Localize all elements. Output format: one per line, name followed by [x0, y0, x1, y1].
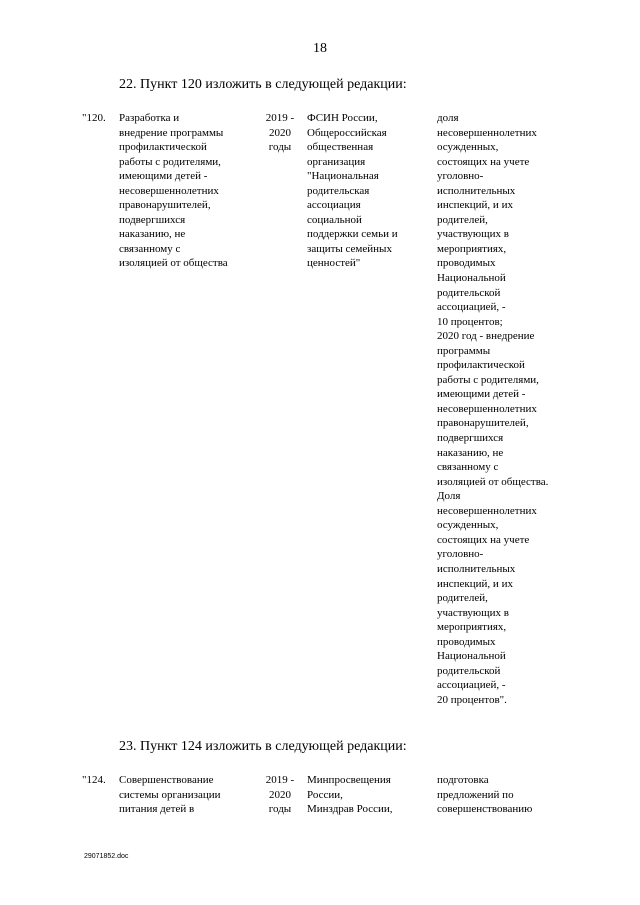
cell-line: ассоциацией, -: [437, 301, 506, 314]
cell-line: изоляцией от общества.: [437, 475, 549, 488]
cell-line: изоляцией от общества: [119, 257, 228, 270]
cell-line: инспекций, и их: [437, 577, 513, 590]
cell-line: наказанию, не: [119, 228, 186, 241]
cell-line: участвующих в: [437, 606, 509, 619]
cell-line: Разработка и: [119, 112, 180, 124]
row-124-indicator: [437, 773, 532, 817]
cell-line: профилактической: [437, 359, 525, 372]
cell-line: подвергшихся: [119, 213, 186, 226]
page-number: 18: [313, 41, 327, 56]
cell-line: питания детей в: [119, 803, 195, 816]
cell-line: уголовно-: [437, 170, 484, 183]
cell-line: работы с родителями,: [119, 155, 221, 168]
cell-line: годы: [268, 141, 292, 154]
cell-line: несовершеннолетних: [437, 504, 537, 517]
cell-line: мероприятиях,: [437, 242, 507, 255]
cell-line: организация: [307, 155, 366, 168]
cell-line: исполнительных: [437, 184, 516, 197]
cell-line: подготовка: [437, 774, 489, 786]
cell-line: участвующих в: [437, 228, 509, 241]
cell-line: уголовно-: [437, 548, 484, 561]
cell-line: имеющими детей -: [437, 388, 526, 401]
cell-line: родительская: [307, 184, 370, 197]
document-footer: 29071852.doc: [84, 853, 129, 860]
cell-line: мероприятиях,: [437, 621, 507, 634]
row-120-name: [119, 111, 228, 271]
cell-line: предложений по: [437, 788, 514, 801]
cell-line: инспекций, и их: [437, 199, 513, 212]
cell-line: осужденных,: [437, 141, 499, 154]
cell-line: 2020: [269, 126, 291, 139]
cell-line: состоящих на учете: [437, 533, 530, 546]
cell-line: Общероссийская: [307, 126, 387, 139]
cell-line: 2019 -: [265, 774, 295, 786]
cell-line: Национальной: [437, 272, 506, 285]
row-124-executors: [307, 773, 393, 817]
row-120-number: "120.: [82, 112, 106, 124]
cell-line: связанному с: [437, 461, 499, 474]
cell-line: родительской: [437, 664, 501, 677]
cell-line: Минздрав России,: [307, 803, 393, 816]
cell-line: несовершеннолетних: [119, 184, 219, 197]
cell-line: состоящих на учете: [437, 155, 530, 168]
row-120-term: [258, 111, 302, 155]
cell-line: совершенствованию: [437, 803, 533, 816]
cell-line: 2020 год - внедрение: [437, 330, 535, 343]
cell-line: проводимых: [437, 635, 496, 648]
cell-line: несовершеннолетних: [437, 126, 537, 139]
cell-line: правонарушителей,: [119, 199, 211, 212]
cell-line: Доля: [437, 490, 461, 503]
cell-line: 2019 -: [265, 112, 295, 124]
cell-line: Национальной: [437, 650, 506, 663]
cell-line: правонарушителей,: [437, 417, 529, 430]
cell-line: родительской: [437, 286, 501, 299]
cell-line: внедрение программы: [119, 126, 224, 139]
cell-line: родителей,: [437, 213, 488, 226]
row-120-indicator: [437, 111, 548, 707]
cell-line: ФСИН России,: [307, 112, 378, 124]
row-124-term: [258, 773, 302, 817]
cell-line: ассоциация: [307, 199, 361, 212]
section-23-heading: 23. Пункт 124 изложить в следующей редакции:: [119, 739, 407, 754]
cell-line: профилактической: [119, 141, 207, 154]
cell-line: социальной: [307, 213, 362, 226]
cell-line: ассоциацией, -: [437, 679, 506, 692]
cell-line: 10 процентов;: [437, 315, 503, 328]
cell-line: наказанию, не: [437, 446, 504, 459]
row-124-number: "124.: [82, 774, 106, 786]
cell-line: проводимых: [437, 257, 496, 270]
cell-line: связанному с: [119, 242, 181, 255]
cell-line: подвергшихся: [437, 432, 504, 445]
cell-line: исполнительных: [437, 562, 516, 575]
cell-line: Совершенствование: [119, 774, 214, 786]
cell-line: поддержки семьи и: [307, 228, 398, 241]
cell-line: несовершеннолетних: [437, 402, 537, 415]
cell-line: доля: [437, 112, 459, 124]
cell-line: 2020: [269, 788, 291, 801]
row-120-executors: [307, 111, 398, 271]
cell-line: родителей,: [437, 592, 488, 605]
cell-line: программы: [437, 344, 491, 357]
row-124-name: [119, 773, 221, 817]
cell-line: общественная: [307, 141, 374, 154]
section-22-heading: 22. Пункт 120 изложить в следующей редакции:: [119, 77, 407, 92]
cell-line: защиты семейных: [307, 242, 392, 255]
cell-line: России,: [307, 788, 343, 801]
cell-line: системы организации: [119, 788, 221, 801]
cell-line: "Национальная: [307, 170, 379, 183]
cell-line: 20 процентов".: [437, 693, 507, 706]
cell-line: годы: [268, 803, 292, 816]
cell-line: работы с родителями,: [437, 373, 539, 386]
cell-line: осужденных,: [437, 519, 499, 532]
cell-line: имеющими детей -: [119, 170, 208, 183]
cell-line: ценностей": [307, 257, 361, 270]
cell-line: Минпросвещения: [307, 774, 391, 786]
